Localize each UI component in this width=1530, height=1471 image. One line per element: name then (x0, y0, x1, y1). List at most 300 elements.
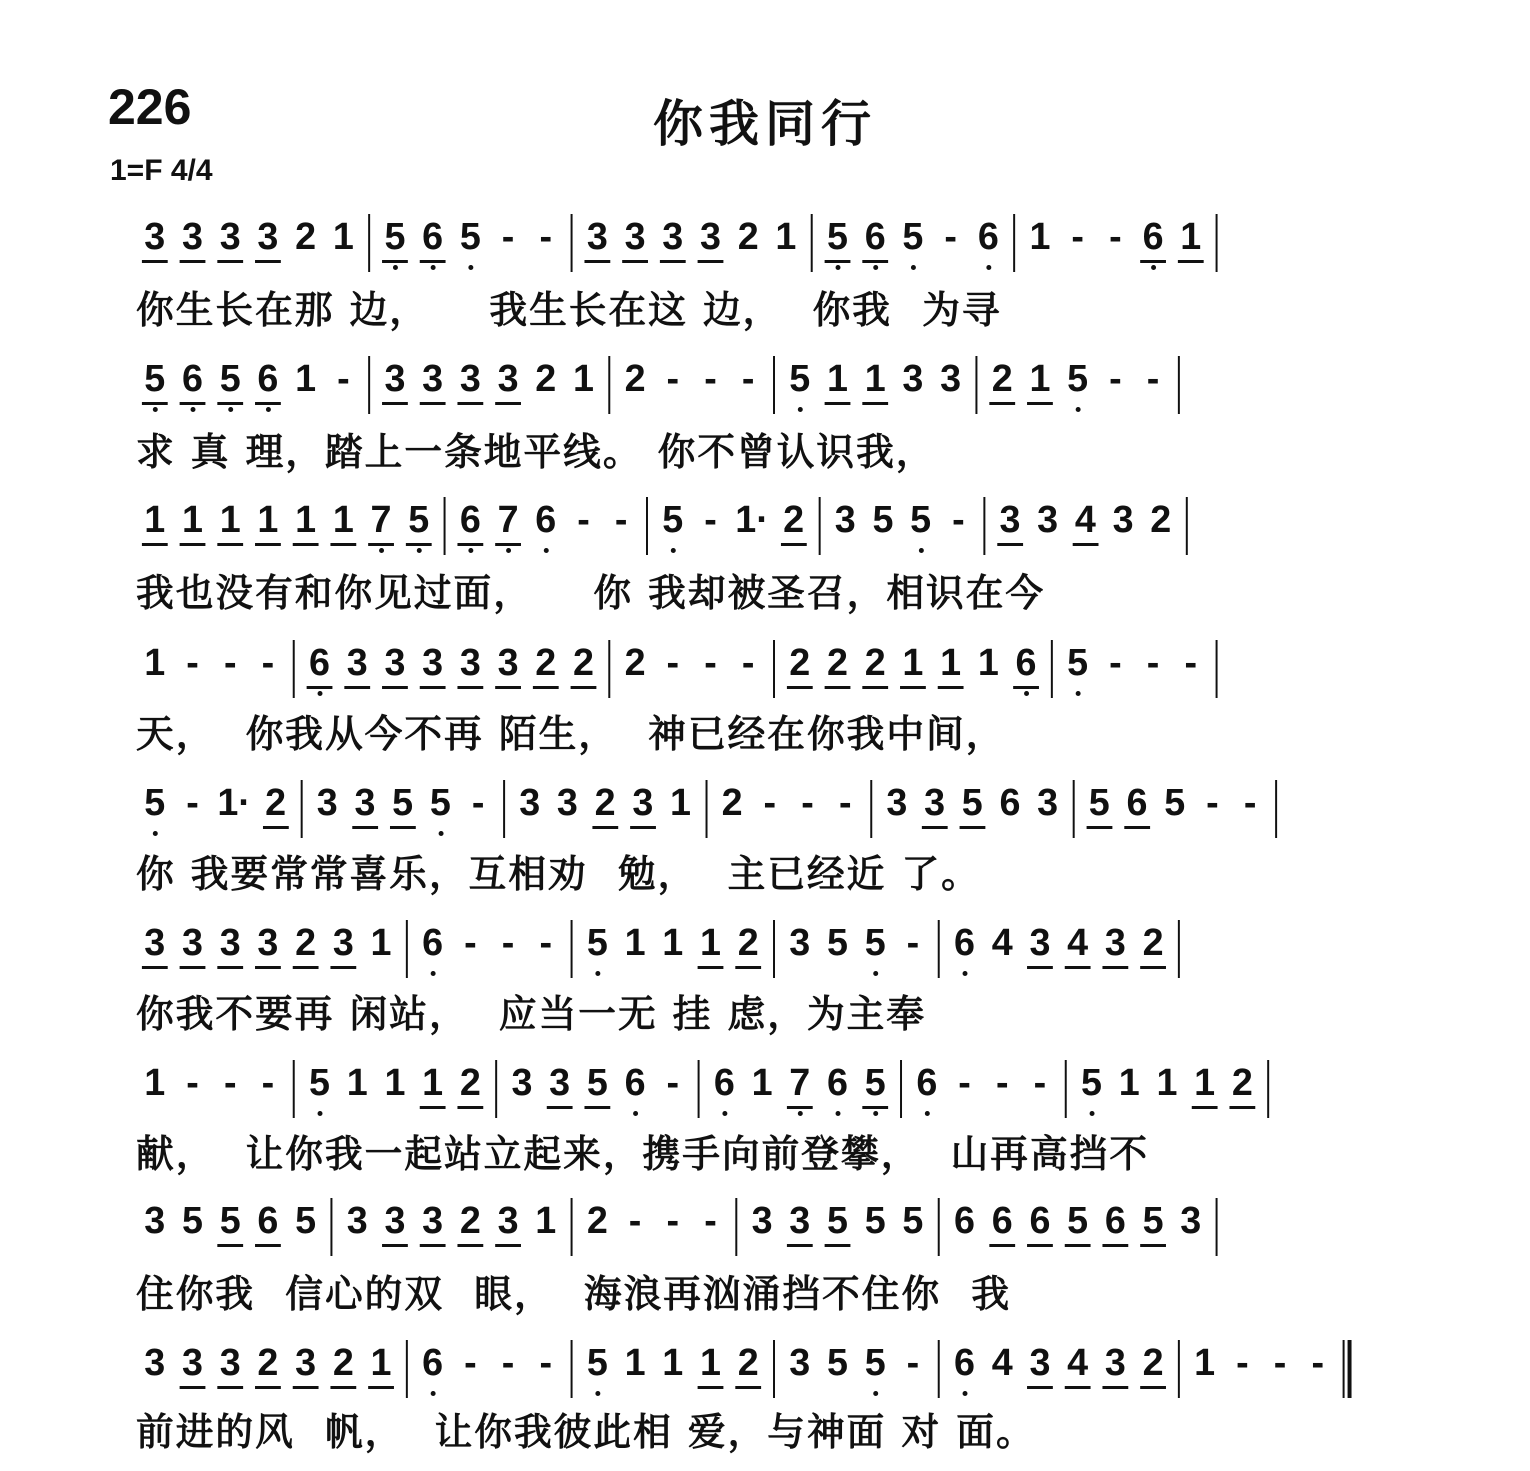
note: 6 (914, 1060, 940, 1106)
note: 5 (1065, 356, 1091, 402)
note: 3 (217, 214, 243, 263)
note: 2 (735, 1340, 761, 1389)
lyric-line: 我也没有和你见过面， 你 我却被圣召，相识在今 (136, 570, 1046, 615)
note-dash: - (906, 922, 920, 964)
measure (130, 640, 293, 702)
note-dash: - (186, 782, 199, 824)
note: 3 (180, 920, 206, 969)
note: 2 (721, 782, 743, 824)
note-dash: - (944, 216, 957, 258)
measure (737, 1198, 937, 1260)
note: 1 (535, 1200, 557, 1242)
note: 6 (457, 497, 483, 546)
note: 6 (1027, 1198, 1053, 1247)
note: 3 (495, 356, 521, 405)
measure (707, 780, 870, 842)
note: 3 (789, 922, 811, 964)
lyric-line: 你我不要再 闲站， 应当一无 挂 虑，为主奉 (136, 991, 927, 1036)
lyric-line: 你 我要常常喜乐，互相劝 勉， 主已经近 了。 (136, 851, 981, 896)
note: 4 (991, 1342, 1013, 1384)
measure (775, 920, 938, 982)
note: 3 (1180, 1200, 1202, 1242)
note: 3 (180, 214, 206, 263)
note: 1 (144, 642, 166, 684)
note: 2 (624, 642, 646, 684)
note: 3 (584, 214, 610, 263)
lyric-line: 献， 让你我一起站立起来，携手向前登攀， 山再高挡不 (136, 1131, 1150, 1176)
note: 6 (1140, 214, 1166, 263)
note: 5 (787, 356, 813, 402)
note: 5 (217, 356, 243, 405)
note: 3 (495, 1198, 521, 1247)
note: 5 (217, 1198, 243, 1247)
measure (295, 1060, 495, 1122)
note-dash: - (501, 216, 515, 258)
notation-row (130, 1340, 1420, 1402)
note: 6 (711, 1060, 737, 1106)
note: 1 (624, 922, 646, 964)
lyric-line: 你生长在那 边， 我生长在这 边， 你我 为寻 (136, 287, 1002, 332)
note: 3 (556, 782, 578, 824)
measure (775, 356, 975, 418)
measure (872, 780, 1072, 842)
measure (610, 640, 773, 702)
note-dash: - (741, 642, 755, 684)
note: 1 (142, 497, 168, 546)
note: 3 (940, 358, 962, 400)
note: 5 (406, 497, 432, 546)
note: 3 (1112, 499, 1134, 541)
note: 5 (295, 1200, 317, 1242)
note: 1 (330, 497, 356, 546)
note: 5 (825, 214, 851, 263)
note: 1 (698, 920, 724, 969)
note-dash: - (539, 216, 553, 258)
note: 3 (495, 640, 521, 689)
note: 3 (382, 356, 408, 405)
note: 1 (1118, 1062, 1140, 1104)
measure (573, 1198, 736, 1260)
notation-row (130, 497, 1420, 559)
key-signature: 1=F 4/4 (110, 154, 213, 187)
note: 2 (263, 780, 289, 829)
measure (775, 640, 1051, 702)
final-barline (1343, 1340, 1352, 1398)
note: 3 (316, 782, 338, 824)
note: 6 (255, 1198, 281, 1247)
note: 3 (519, 782, 541, 824)
barline (1216, 214, 1218, 272)
note: 4 (1072, 497, 1098, 546)
note: 3 (255, 214, 281, 263)
measure (130, 214, 368, 276)
note: 2 (1150, 499, 1172, 541)
note: 3 (255, 920, 281, 969)
lyric-line: 天， 你我从今不再 陌生， 神已经在你我中间， (136, 711, 1006, 756)
note: 5 (862, 1060, 888, 1109)
note: 3 (382, 1198, 408, 1247)
note: 3 (922, 780, 948, 829)
barline (1178, 356, 1180, 414)
note-dash: - (186, 642, 199, 684)
note: 6 (420, 1340, 446, 1386)
note: 2 (457, 1198, 483, 1247)
note: 4 (991, 922, 1013, 964)
note: 3 (1037, 499, 1059, 541)
note: 1 (900, 640, 926, 689)
note-dash: - (539, 922, 553, 964)
note: 1 (144, 1062, 166, 1104)
note-dash: - (1109, 642, 1122, 684)
measure (130, 497, 444, 559)
measure (130, 920, 406, 982)
note-dash: - (666, 642, 680, 684)
lyric-line: 求 真 理，踏上一条地平线。 你不曾认识我， (136, 429, 936, 474)
note: 2 (735, 920, 761, 969)
note-dash: - (666, 1200, 680, 1242)
note: 3 (346, 1200, 368, 1242)
note: 5 (307, 1060, 333, 1106)
note-dash: - (666, 1062, 680, 1104)
note: 6 (255, 356, 281, 405)
note: 2 (624, 358, 646, 400)
note: 3 (1027, 920, 1053, 969)
measure (408, 920, 571, 982)
measure (1180, 1340, 1343, 1402)
note-dash: - (1109, 358, 1122, 400)
lyric-line: 住你我 信心的双 眼， 海浪再汹涌挡不住你 我 (136, 1271, 1012, 1316)
note-dash: - (1184, 642, 1198, 684)
measure (505, 780, 705, 842)
measure (130, 356, 368, 418)
note: 5 (862, 1340, 888, 1386)
note-dash: - (1146, 642, 1160, 684)
note: 6 (180, 356, 206, 405)
note: 3 (511, 1062, 533, 1104)
note: 5 (864, 1200, 886, 1242)
note: 3 (352, 780, 378, 829)
note-dash: - (704, 358, 717, 400)
note-dash: - (614, 499, 628, 541)
note: 7 (495, 497, 521, 546)
note: 1 (180, 497, 206, 546)
note: 3 (217, 1340, 243, 1389)
note: 4 (1065, 1340, 1091, 1389)
note: 5 (142, 780, 168, 826)
note: 3 (660, 214, 686, 263)
note: 2 (586, 1200, 608, 1242)
note: 1 (1194, 1342, 1216, 1384)
note: 2 (1140, 920, 1166, 969)
notation-row (130, 920, 1420, 982)
note-dash: - (501, 1342, 515, 1384)
note: 2 (825, 640, 851, 689)
note: 5 (390, 780, 416, 829)
note: 5 (584, 1060, 610, 1109)
note: 6 (1102, 1198, 1128, 1247)
note-dash: - (186, 1062, 199, 1104)
note: 1 (862, 356, 888, 405)
note: 6 (989, 1198, 1015, 1247)
note: 5 (827, 1342, 848, 1384)
note: 6 (1013, 640, 1039, 689)
note: 1 (295, 358, 317, 400)
note: 2 (293, 920, 319, 969)
note-dash: - (464, 1342, 477, 1384)
note: 2 (737, 216, 759, 258)
note: 5 (584, 1340, 610, 1386)
note: 1 (1192, 1060, 1218, 1109)
notation-row (130, 1060, 1420, 1122)
note: 1 (420, 1060, 446, 1109)
barline (1267, 1060, 1269, 1118)
note: 5 (902, 1200, 924, 1242)
note: 3 (144, 1342, 166, 1384)
note-dash: - (801, 782, 814, 824)
note-dash: - (1206, 782, 1219, 824)
note: 5 (900, 214, 926, 260)
note: 5 (427, 780, 453, 826)
note: 3 (330, 920, 356, 969)
note: 3 (622, 214, 648, 263)
note: 3 (142, 214, 168, 263)
measure (497, 1060, 697, 1122)
measure (295, 640, 609, 702)
note: 2 (1229, 1060, 1255, 1109)
note: 1 (751, 1062, 773, 1104)
note: 5 (959, 780, 985, 829)
note: 2 (295, 216, 317, 258)
note-dash: - (1109, 216, 1122, 258)
note-dash: - (1236, 1342, 1249, 1384)
note: 1 (977, 642, 999, 684)
notation-row (130, 214, 1420, 276)
note: 1 (624, 1342, 646, 1384)
note: 3 (789, 1342, 811, 1384)
note: 6 (307, 640, 333, 689)
measure (332, 1198, 570, 1260)
note: 6 (952, 1340, 978, 1386)
note: 3 (787, 1198, 813, 1247)
note: 2 (1140, 1340, 1166, 1389)
note: 6 (622, 1060, 648, 1106)
note: 1 (572, 358, 594, 400)
notation-row (130, 356, 1420, 418)
note: 3 (344, 640, 370, 689)
note: 3 (1102, 1340, 1128, 1389)
measure (985, 497, 1185, 559)
note: 1 (662, 922, 684, 964)
note-dash: - (501, 922, 515, 964)
note: 5 (382, 214, 408, 263)
measure (130, 780, 300, 842)
note: 1 (1027, 356, 1053, 405)
note: 3 (142, 920, 168, 969)
barline (1216, 1198, 1218, 1256)
measure (130, 1198, 330, 1260)
note: 2 (255, 1340, 281, 1389)
note-dash: - (223, 642, 237, 684)
measure (610, 356, 773, 418)
note: 3 (886, 782, 908, 824)
measure (813, 214, 1013, 276)
note: 6 (533, 497, 559, 543)
note-dash: - (223, 1062, 237, 1104)
note: 6 (952, 920, 978, 966)
note: 5 (1065, 1198, 1091, 1247)
note-dash: - (995, 1062, 1009, 1104)
note: 3 (698, 214, 724, 263)
measure (370, 214, 570, 276)
note: 6 (420, 214, 446, 263)
note-dash: - (952, 499, 965, 541)
note: 6 (420, 920, 446, 966)
measure (302, 780, 502, 842)
note: 3 (457, 356, 483, 405)
note: 1 (332, 216, 354, 258)
note-dash: - (838, 782, 852, 824)
barline (1275, 780, 1277, 838)
measure (648, 497, 818, 559)
note-dash: - (958, 1062, 971, 1104)
note: 1 (670, 782, 692, 824)
note: 3 (420, 1198, 446, 1247)
hymn-title: 你我同行 (653, 95, 877, 153)
measure (700, 1060, 900, 1122)
note: 5 (1164, 782, 1186, 824)
note: 6 (825, 1060, 851, 1106)
note: 3 (1102, 920, 1128, 969)
note: 3 (457, 640, 483, 689)
measure (1067, 1060, 1267, 1122)
note-dash: - (1033, 1062, 1047, 1104)
note-dash: - (471, 782, 485, 824)
note: 5 (862, 920, 888, 966)
note: 1 (775, 216, 797, 258)
note: 1· (735, 499, 769, 541)
note: 2 (535, 358, 557, 400)
note-dash: - (666, 358, 680, 400)
measure (408, 1340, 571, 1402)
note-dash: - (577, 499, 590, 541)
note: 3 (420, 356, 446, 405)
note: 1 (384, 1062, 406, 1104)
note-dash: - (539, 1342, 553, 1384)
hymn-number: 226 (108, 79, 192, 135)
note: 6 (954, 1200, 976, 1242)
note-dash: - (337, 358, 350, 400)
note: 6 (862, 214, 888, 263)
note: 7 (368, 497, 394, 546)
note: 3 (547, 1060, 573, 1109)
note: 1 (1156, 1062, 1178, 1104)
note: 3 (630, 780, 656, 829)
note-dash: - (261, 1062, 275, 1104)
note: 5 (825, 1198, 851, 1247)
note: 3 (997, 497, 1023, 546)
note: 5 (1140, 1198, 1166, 1247)
note: 3 (382, 640, 408, 689)
note: 3 (144, 1200, 166, 1242)
measure (573, 920, 773, 982)
measure (940, 1198, 1216, 1260)
note: 5 (908, 497, 934, 543)
note: 4 (1065, 920, 1091, 969)
note: 1 (1178, 214, 1204, 263)
note: 6 (1124, 780, 1150, 829)
note: 3 (1027, 1340, 1053, 1389)
note: 2 (571, 640, 597, 689)
note-dash: - (261, 642, 275, 684)
note: 1 (662, 1342, 684, 1384)
measure (940, 1340, 1178, 1402)
measure (940, 920, 1178, 982)
measure (1015, 214, 1215, 276)
measure (130, 1340, 406, 1402)
note: 2 (989, 356, 1015, 405)
note: 5 (827, 922, 848, 964)
note: 5 (457, 214, 483, 260)
note: 5 (182, 1200, 203, 1242)
note: 3 (834, 499, 856, 541)
note: 3 (293, 1340, 319, 1389)
note-dash: - (906, 1342, 920, 1384)
note: 1 (346, 1062, 368, 1104)
note: 1 (293, 497, 319, 546)
note: 5 (660, 497, 686, 543)
note: 3 (180, 1340, 206, 1389)
note: 1 (698, 1340, 724, 1389)
measure (130, 1060, 293, 1122)
note: 1 (1029, 216, 1051, 258)
note: 5 (1079, 1060, 1105, 1106)
measure (902, 1060, 1065, 1122)
measure (1074, 780, 1274, 842)
note: 3 (1037, 782, 1059, 824)
note: 1 (370, 922, 392, 964)
note-dash: - (1243, 782, 1257, 824)
note: 3 (751, 1200, 773, 1242)
note-dash: - (704, 499, 717, 541)
note: 5 (872, 499, 894, 541)
note: 2 (781, 497, 807, 546)
note-dash: - (741, 358, 755, 400)
note-dash: - (1273, 1342, 1287, 1384)
note: 5 (584, 920, 610, 966)
measure (446, 497, 646, 559)
measure (820, 497, 983, 559)
note: 2 (457, 1060, 483, 1109)
notation-row (130, 780, 1420, 842)
barline (1186, 497, 1188, 555)
measure (1053, 640, 1216, 702)
note: 2 (862, 640, 888, 689)
note-dash: - (704, 642, 717, 684)
note-dash: - (1311, 1342, 1325, 1384)
barline (1216, 640, 1218, 698)
measure (977, 356, 1177, 418)
notation-row (130, 640, 1420, 702)
note: 2 (592, 780, 618, 829)
measure (775, 1340, 938, 1402)
notation-row (130, 1198, 1420, 1260)
note: 1 (217, 497, 243, 546)
note: 1 (368, 1340, 394, 1389)
note: 2 (330, 1340, 356, 1389)
note: 3 (217, 920, 243, 969)
note: 1 (255, 497, 281, 546)
note: 3 (420, 640, 446, 689)
